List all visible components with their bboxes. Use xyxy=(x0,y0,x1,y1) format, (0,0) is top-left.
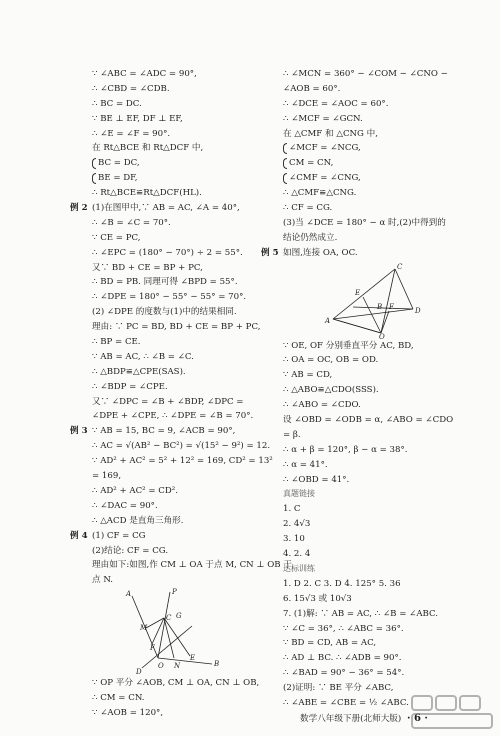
solution-line xyxy=(283,607,479,622)
solution-line xyxy=(283,458,479,473)
solution-line xyxy=(283,502,479,517)
line-text: ∵ ∠C = 36°, ∴ ∠ABC = 36°. xyxy=(283,623,404,634)
line-text: (2) ∠DPE 的度数与(1)中的结果相同. xyxy=(92,307,237,318)
line-text: (2)结论: CF = CG. xyxy=(92,545,169,556)
solution-line xyxy=(283,517,479,532)
line-text: 3. 10 xyxy=(283,534,305,545)
fig4-label-E: E xyxy=(190,654,196,663)
fig4-label-P: P xyxy=(172,588,177,597)
solution-line xyxy=(92,469,278,484)
line-text: ∵ BE ⊥ EF, DF ⊥ EF, xyxy=(92,113,183,124)
solution-line xyxy=(283,636,479,651)
solution-line xyxy=(283,201,479,216)
line-text: ∴ BD = PB. 同理可得 ∠BPD = 55°. xyxy=(92,277,238,288)
line-text: ∴ OA = OC, OB = OD. xyxy=(283,355,379,366)
line-text: ∵ AB = AC, ∴ ∠B = ∠C. xyxy=(92,351,194,362)
left-column xyxy=(70,67,292,721)
solution-line xyxy=(92,216,278,231)
fig5-label-O: O xyxy=(379,332,385,339)
line-text: ∵ BD = CD, AB = AC, xyxy=(283,638,377,649)
line-text: (3)当 ∠DCE = 180° − α 时,(2)中得到的 xyxy=(283,217,446,228)
line-text: ∵ OP 平分 ∠AOB, CM ⊥ OA, CN ⊥ OB, xyxy=(92,678,260,689)
solution-line xyxy=(283,231,479,246)
line-text: ∴ △ACD 是直角三角形. xyxy=(92,515,184,526)
solution-line xyxy=(283,592,479,607)
line-text: ∵ ∠AOB = 120°, xyxy=(92,707,164,718)
line-text: ∴ ∠OBD = 41°. xyxy=(283,474,350,485)
line-text: = 169, xyxy=(92,471,122,482)
line-text: ∴ △CMF≌△CNG. xyxy=(283,188,357,199)
line-text: 2. 4√3 xyxy=(283,519,311,530)
solution-line xyxy=(283,216,479,231)
solution-line xyxy=(283,666,479,681)
solution-line xyxy=(92,141,278,156)
line-text: (1) CF = CG xyxy=(92,530,146,541)
solution-line xyxy=(283,82,479,97)
solution-line xyxy=(283,413,479,428)
solution-line xyxy=(283,368,479,383)
mxqe-logo-icon xyxy=(410,692,494,732)
line-text: ∴ BP = CE. xyxy=(92,337,141,348)
solution-line xyxy=(92,395,278,410)
fig4-label-B: B xyxy=(214,660,220,669)
line-text: ∵ OE, OF 分别垂直平分 AC, BD, xyxy=(283,340,414,351)
example-label: 例 4 xyxy=(70,530,88,541)
footer-book-title: 数学八年级下册(北师大版) xyxy=(300,714,402,724)
line-text: 1. C xyxy=(283,504,301,515)
solution-line xyxy=(92,82,278,97)
line-text: ∴ ∠BDP = ∠CPE. xyxy=(92,381,168,392)
solution-line xyxy=(92,320,278,335)
solution-line xyxy=(283,622,479,637)
fig4-label-M: M xyxy=(140,624,148,633)
solution-line xyxy=(92,573,278,588)
line-text: ∴ ∠DPE = 180° − 55° − 55° = 70°. xyxy=(92,292,247,303)
solution-line xyxy=(283,428,479,443)
solution-line xyxy=(92,112,278,127)
solution-line xyxy=(92,365,278,380)
line-text: ∴ ∠E = ∠F = 90°. xyxy=(92,128,171,139)
page-footer xyxy=(300,712,428,727)
solution-line xyxy=(261,246,479,261)
line-text: ∠MCF = ∠NCG, xyxy=(289,143,361,154)
line-text: ∴ α + β = 120°, β − α = 38°. xyxy=(283,444,408,455)
example-label: 例 5 xyxy=(261,247,279,258)
solution-line xyxy=(92,305,278,320)
fig4-label-C: C xyxy=(166,614,172,623)
line-text: ∵ ∠ABC = ∠ADC = 90°, xyxy=(92,69,197,79)
solution-line xyxy=(92,261,278,276)
fig5-label-E: E xyxy=(355,288,361,297)
fig4-label-F: F xyxy=(150,644,155,653)
fig4-label-A: A xyxy=(126,590,132,599)
line-text: ∴ ∠BAD = 90° − 36° = 54°. xyxy=(283,668,405,679)
line-text: 设 ∠OBD = ∠ODB = α, ∠ABO = ∠CDO xyxy=(283,415,454,426)
line-text: ∴ △BDP≌△CPE(SAS). xyxy=(92,366,186,377)
solution-line xyxy=(283,186,479,201)
page-number: · 6 · xyxy=(406,713,428,724)
line-text: ∴ BC = DC. xyxy=(92,98,142,109)
line-text: ∴ CM = CN. xyxy=(92,693,145,704)
solution-line xyxy=(283,353,479,368)
solution-line xyxy=(92,290,278,305)
line-text: BE = DF, xyxy=(98,173,138,184)
solution-line xyxy=(283,383,479,398)
line-text: ∴ AD ⊥ BC. ∴ ∠ADB = 90°. xyxy=(283,653,402,664)
section-heading: 真题链接 xyxy=(283,489,315,499)
solution-line xyxy=(92,171,278,186)
line-text: BC = DC, xyxy=(98,158,140,169)
fig5-label-A: A xyxy=(325,316,331,325)
solution-line xyxy=(283,127,479,142)
line-text: 理由如下:如图,作 CM ⊥ OA 于点 M, CN ⊥ OB 于 xyxy=(92,560,292,571)
line-text: ∠AOB = 60°. xyxy=(283,83,341,94)
line-text: 点 N. xyxy=(92,575,114,586)
solution-line xyxy=(92,335,278,350)
line-text: 理由: ∵ PC = BD, BD + CE = BP + PC, xyxy=(92,322,261,333)
solution-line xyxy=(92,544,278,559)
line-text: 在 Rt△BCE 和 Rt△DCF 中, xyxy=(92,143,204,154)
solution-line xyxy=(92,499,278,514)
solution-line xyxy=(92,350,278,365)
fig5-label-D: D xyxy=(415,306,421,315)
solution-line xyxy=(283,473,479,488)
fig5-label-C: C xyxy=(397,262,403,271)
example-label: 例 2 xyxy=(70,203,88,214)
solution-line xyxy=(283,112,479,127)
fig5-label-F: F xyxy=(389,302,394,311)
right-column xyxy=(261,67,479,711)
solution-line xyxy=(92,514,278,529)
line-text: ∴ ∠CBD = ∠CDB. xyxy=(92,83,170,94)
solution-line xyxy=(92,409,278,424)
solution-line xyxy=(283,339,479,354)
solution-line xyxy=(283,651,479,666)
solution-line xyxy=(283,577,479,592)
solution-line xyxy=(92,676,278,691)
line-text: (1)在图甲中,∵ AB = AC, ∠A = 40°, xyxy=(92,203,240,214)
solution-line xyxy=(283,443,479,458)
solution-line xyxy=(92,97,278,112)
line-text: ∵ CE = PC, xyxy=(92,232,141,243)
line-text: ∴ ∠MCN = 360° − ∠COM − ∠CNO − xyxy=(283,69,448,79)
solution-line xyxy=(92,246,278,261)
solution-line xyxy=(92,275,278,290)
solution-line xyxy=(92,186,278,201)
line-text: ∴ △ABO≌△CDO(SSS). xyxy=(283,385,379,396)
line-text: 又∵ ∠DPC = ∠B + ∠BDP, ∠DPC = xyxy=(92,396,244,407)
line-text: 在 △CMF 和 △CNG 中, xyxy=(283,128,378,139)
solution-line xyxy=(283,156,479,171)
line-text: ∵ AD² + AC² = 5² + 12² = 169, CD² = 13² xyxy=(92,456,273,467)
line-text: = β. xyxy=(283,429,301,440)
line-text: ∴ ∠EPC = (180° − 70°) ÷ 2 = 55°. xyxy=(92,247,243,258)
solution-line xyxy=(92,231,278,246)
geometry-figure-example-4 xyxy=(112,588,262,676)
line-text: ∵ AB = CD, xyxy=(283,370,333,381)
line-text: ∴ ∠DCE = ∠AOC = 60°. xyxy=(283,98,389,109)
solution-line xyxy=(92,558,292,573)
solution-line xyxy=(92,706,278,721)
solution-line xyxy=(92,439,278,454)
solution-line xyxy=(283,532,479,547)
solution-line xyxy=(92,380,278,395)
solution-line xyxy=(92,67,278,82)
line-text: ∴ AD² + AC² = CD². xyxy=(92,485,178,496)
solution-line xyxy=(92,691,278,706)
line-text: ∴ ∠B = ∠C = 70°. xyxy=(92,217,171,228)
solution-line xyxy=(92,484,278,499)
line-text: ∴ ∠ABO = ∠CDO. xyxy=(283,400,361,411)
solution-line xyxy=(70,201,278,216)
solution-line xyxy=(92,127,278,142)
solution-line xyxy=(70,424,278,439)
line-text: 如图,连接 OA, OC. xyxy=(283,247,358,258)
line-text: ∴ CF = CG. xyxy=(283,203,333,214)
line-text: ∠CMF = ∠CNG, xyxy=(289,173,361,184)
solution-line xyxy=(283,171,479,186)
line-text: 1. D 2. C 3. D 4. 125° 5. 36 xyxy=(283,578,401,589)
solution-line xyxy=(70,529,278,544)
fig5-label-B: B xyxy=(377,302,383,311)
line-text: ∵ AB = 15, BC = 9, ∠ACB = 90°, xyxy=(92,426,236,437)
section-heading: 达标训练 xyxy=(283,563,315,573)
line-text: 4. 2. 4 xyxy=(283,549,311,560)
solution-line xyxy=(92,454,278,469)
line-text: ∴ ∠ABE = ∠CBE = ½ ∠ABC. xyxy=(283,697,409,708)
line-text: 6. 15√3 或 10√3 xyxy=(283,593,352,604)
line-text: 结论仍然成立. xyxy=(283,232,338,243)
solution-line xyxy=(283,141,479,156)
solution-line xyxy=(283,547,479,562)
line-text: ∴ Rt△BCE≌Rt△DCF(HL). xyxy=(92,188,202,199)
line-text: ∴ AC = √(AB² − BC²) = √(15² − 9²) = 12. xyxy=(92,441,271,452)
fig4-label-D: D xyxy=(136,668,142,677)
line-text: CM = CN, xyxy=(289,158,334,169)
solution-line xyxy=(283,67,479,82)
fig4-label-N: N xyxy=(174,662,181,671)
line-text: ∴ ∠DAC = 90°. xyxy=(92,500,158,511)
solution-line xyxy=(92,156,278,171)
geometry-figure-example-5 xyxy=(323,261,473,339)
line-text: 又∵ BD + CE = BP + PC, xyxy=(92,262,203,273)
example-label: 例 3 xyxy=(70,426,88,437)
fig4-label-G: G xyxy=(176,612,182,621)
line-text: 7. (1)解: ∵ AB = AC, ∴ ∠B = ∠ABC. xyxy=(283,608,439,619)
fig4-label-O: O xyxy=(158,662,164,671)
line-text: ∴ ∠MCF = ∠GCN. xyxy=(283,113,363,124)
solution-line xyxy=(283,97,479,112)
solution-line xyxy=(283,398,479,413)
line-text: ∠DPE + ∠CPE, ∴ ∠DPE = ∠B = 70°. xyxy=(92,411,254,422)
line-text: (2)证明: ∵ BE 平分 ∠ABC, xyxy=(283,683,394,694)
line-text: ∴ α = 41°. xyxy=(283,459,328,470)
